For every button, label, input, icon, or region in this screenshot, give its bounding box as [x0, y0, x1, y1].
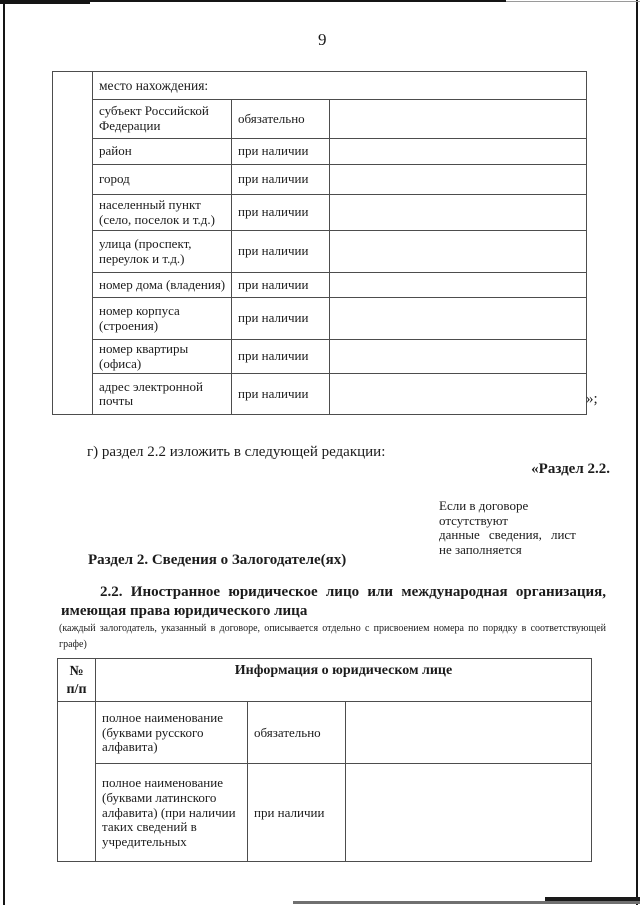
table-row: [53, 374, 587, 415]
table-row: [53, 340, 587, 374]
table-row: [53, 139, 587, 165]
value-cell-empty: [330, 139, 587, 165]
row-number-cell-empty: [58, 702, 96, 862]
requirement-cell: при наличии: [232, 273, 330, 298]
requirement-cell: при наличии: [232, 374, 330, 415]
note-line: Если в договоре отсутствуют: [439, 498, 529, 528]
field-label-cell: номер квартиры (офиса): [93, 340, 232, 374]
table-row: [53, 298, 587, 340]
number-column-header: [58, 659, 96, 702]
number-header-line: №: [69, 664, 84, 679]
requirement-cell: при наличии: [232, 195, 330, 231]
value-cell-empty: [330, 298, 587, 340]
subsection-2-2-heading: [61, 583, 606, 621]
field-label-cell: номер корпуса (строения): [93, 298, 232, 340]
value-cell-empty: [330, 374, 587, 415]
field-label-cell: населенный пункт (село, поселок и т.д.): [93, 195, 232, 231]
table-row: [58, 702, 592, 764]
field-label-cell: город: [93, 165, 232, 195]
value-cell-empty: [330, 340, 587, 374]
table-row: [53, 195, 587, 231]
scan-edge-top-thick: [0, 0, 90, 4]
small-note-line: (каждый залогодатель, указанный в договоре, описывается отдельно с присвоением номера по порядку в соответствующей: [59, 623, 606, 634]
requirement-cell: при наличии: [232, 139, 330, 165]
amendment-intro-text: г) раздел 2.2 изложить в следующей редакции:: [87, 444, 386, 460]
table-row: [53, 72, 587, 100]
subsection-heading-line: имеющая права юридического лица: [61, 603, 308, 619]
conditional-note: [439, 499, 600, 557]
value-cell-empty: [346, 764, 592, 862]
value-cell-empty: [346, 702, 592, 764]
requirement-cell: при наличии: [232, 298, 330, 340]
note-line: не заполняется: [439, 541, 522, 557]
table-row: [53, 273, 587, 298]
table-row: [53, 165, 587, 195]
table-row: [53, 231, 587, 273]
legal-entity-table: [57, 658, 592, 862]
requirement-cell: при наличии: [232, 340, 330, 374]
table-row: [53, 100, 587, 139]
subsection-heading-line: 2.2. Иностранное юридическое лицо или международная организация,: [100, 584, 606, 600]
requirement-cell: обязательно: [248, 702, 346, 764]
requirement-cell: обязательно: [232, 100, 330, 139]
table-header-row: [58, 659, 592, 702]
scan-edge-bottom-gray: [293, 901, 640, 904]
table-row: [58, 764, 592, 862]
value-cell-empty: [330, 100, 587, 139]
location-table: [52, 71, 587, 415]
closing-quote-mark: »;: [586, 391, 598, 407]
section-2-title: Раздел 2. Сведения о Залогодателе(ях): [88, 552, 347, 568]
subsection-parenthetical-note: [59, 621, 606, 653]
requirement-cell: при наличии: [248, 764, 346, 862]
field-label-cell: субъект Российской Федерации: [93, 100, 232, 139]
field-label-cell: адрес электронной почты: [93, 374, 232, 415]
scan-edge-bottom-dark: [545, 897, 640, 901]
field-label-cell: полное наименование (буквами латинского алфавита) (при наличии таких сведений в учредительных: [96, 764, 248, 862]
field-label-cell: улица (проспект, переулок и т.д.): [93, 231, 232, 273]
number-header-line: п/п: [66, 682, 87, 698]
location-header-cell: место нахождения:: [93, 72, 587, 100]
scan-edge-left: [3, 0, 5, 905]
row-number-cell-empty: [53, 72, 93, 415]
requirement-cell: при наличии: [232, 231, 330, 273]
value-cell-empty: [330, 231, 587, 273]
value-cell-empty: [330, 165, 587, 195]
scan-edge-right: [636, 0, 638, 905]
scan-edge-top-light: [506, 1, 640, 2]
value-cell-empty: [330, 273, 587, 298]
field-label-cell: номер дома (владения): [93, 273, 232, 298]
field-label-cell: район: [93, 139, 232, 165]
page-number: 9: [318, 30, 327, 49]
section-open-mark: «Раздел 2.2.: [531, 461, 610, 477]
value-cell-empty: [330, 195, 587, 231]
note-line: данные сведения, лист: [439, 527, 576, 542]
small-note-line: графе): [59, 639, 87, 650]
info-column-header: Информация о юридическом лице: [96, 659, 592, 702]
requirement-cell: при наличии: [232, 165, 330, 195]
field-label-cell: полное наименование (буквами русского алфавита): [96, 702, 248, 764]
